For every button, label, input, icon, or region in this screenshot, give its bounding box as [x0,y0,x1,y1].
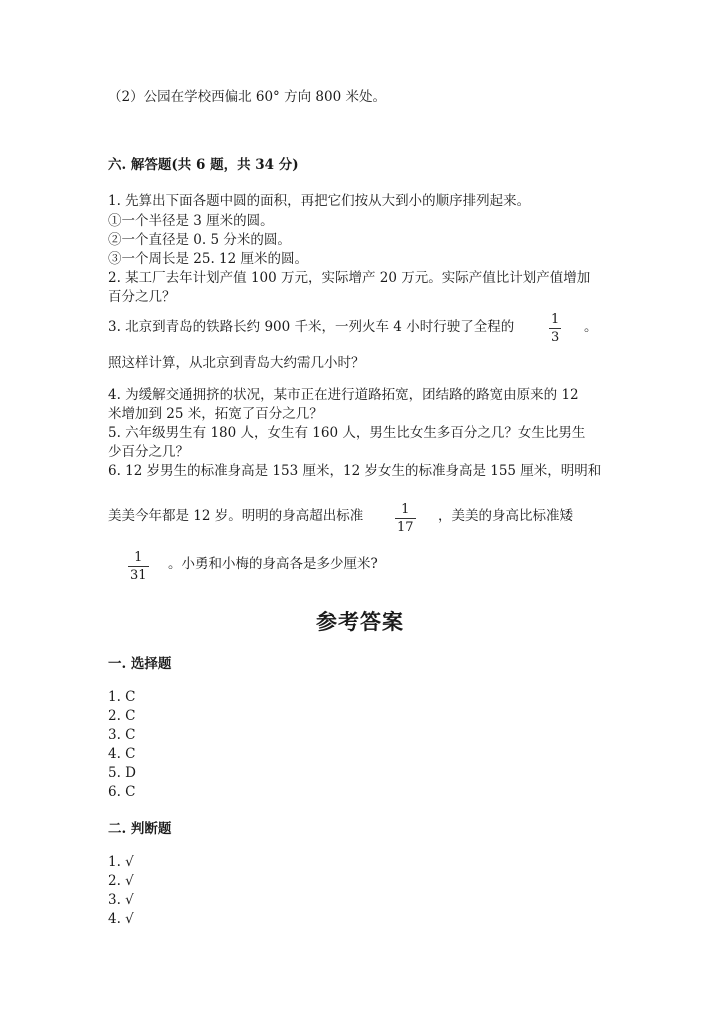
q3-fraction-denominator: 3 [551,330,560,345]
q1-line4: ③一个周长是 25. 12 厘米的圆。 [108,251,309,267]
q5-line1: 5. 六年级男生有 180 人，女生有 160 人，男生比女生多百分之几？女生比男生 [108,425,586,441]
answer-judge-4: 4. √ [108,911,134,927]
q3-line1-end: 。 [584,319,598,335]
q6-fraction-1-denominator: 17 [397,520,414,535]
answer-judge-1: 1. √ [108,854,134,870]
section6-heading: 六. 解答题(共 6 题，共 34 分) [108,157,299,173]
answer-choice-2: 2. C [108,708,136,724]
q6-fraction-2-denominator: 31 [130,568,147,583]
q6-fraction-2 [128,550,149,583]
answers-section2-heading: 二. 判断题 [108,821,172,837]
q2-line2: 百分之几？ [108,289,176,305]
q5-line2: 少百分之几？ [108,444,189,460]
answer-choice-6: 6. C [108,784,136,800]
q3-fraction-bar [549,328,561,329]
q6-line3: 。小勇和小梅的身高各是多少厘米? [168,556,378,572]
q2-line1: 2. 某工厂去年计划产值 100 万元，实际增产 20 万元。实际产值比计划产值增加 [108,270,591,286]
q3-fraction [549,312,561,345]
answer-choice-5: 5. D [108,765,136,781]
answer-choice-3: 3. C [108,727,136,743]
q6-line1: 6. 12 岁男生的标准身高是 153 厘米，12 岁女生的标准身高是 155 厘米，明明和 [108,463,602,479]
q6-line2-a: 美美今年都是 12 岁。明明的身高超出标准 [108,508,364,524]
answer-judge-2: 2. √ [108,873,134,889]
answers-section1-heading: 一. 选择题 [108,656,172,672]
answer-judge-3: 3. √ [108,892,134,908]
prev-item-2: （2）公园在学校西偏北 60° 方向 800 米处。 [108,89,386,105]
q1-line1: 1. 先算出下面各题中圆的面积，再把它们按从大到小的顺序排列起来。 [108,193,531,209]
q6-fraction-2-numerator: 1 [134,550,143,565]
q6-fraction-1-numerator: 1 [401,502,410,517]
q3-line1: 3. 北京到青岛的铁路长约 900 千米，一列火车 4 小时行驶了全程的 [108,319,515,335]
q3-fraction-numerator: 1 [551,312,560,327]
answer-choice-4: 4. C [108,746,136,762]
q3-line2: 照这样计算，从北京到青岛大约需几小时？ [108,355,365,371]
q6-line2-b: ，美美的身高比标准矮 [438,508,573,524]
q4-line2: 米增加到 25 米，拓宽了百分之几？ [108,406,323,422]
q4-line1: 4. 为缓解交通拥挤的状况，某市正在进行道路拓宽，团结路的路宽由原来的 12 [108,387,579,403]
answer-key-title: 参考答案 [316,609,404,634]
q1-line3: ②一个直径是 0. 5 分米的圆。 [108,232,291,248]
q6-fraction-1 [395,502,416,535]
q6-fraction-1-bar [395,518,416,519]
q6-fraction-2-bar [128,566,149,567]
q1-line2: ①一个半径是 3 厘米的圆。 [108,213,274,229]
answer-choice-1: 1. C [108,689,136,705]
